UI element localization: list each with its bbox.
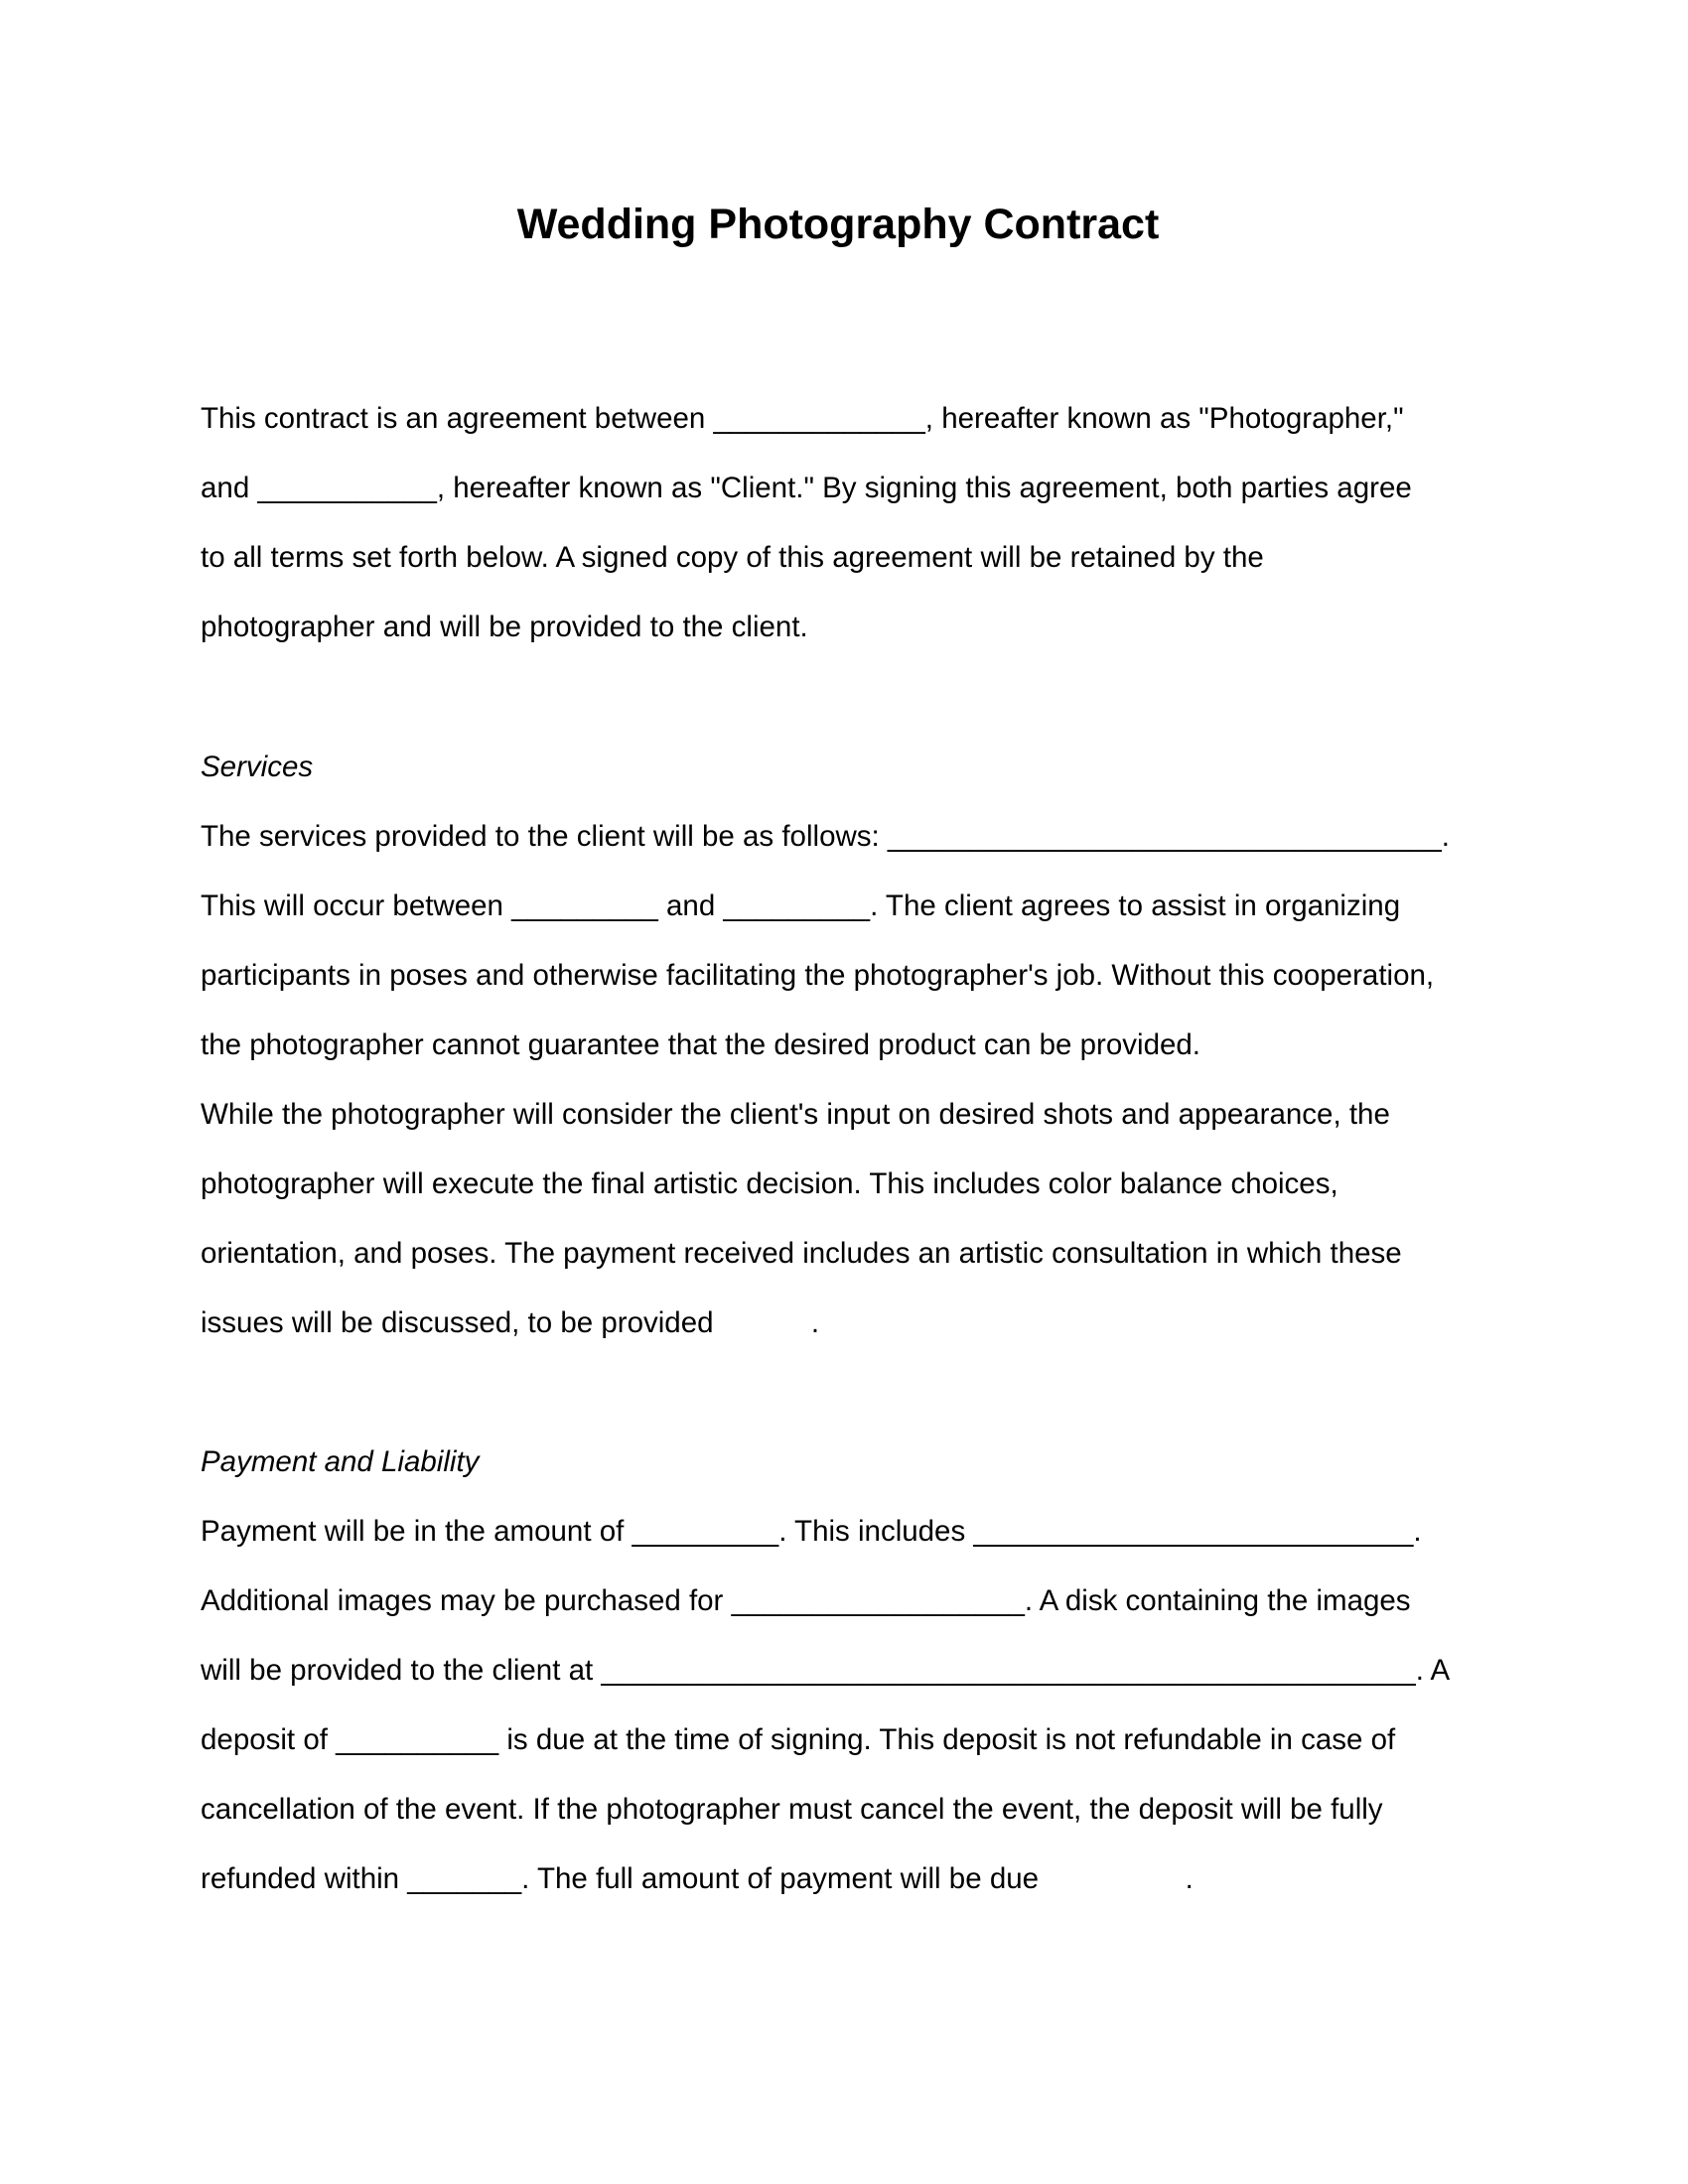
services-line: orientation, and poses. The payment received includes an artistic consultation in which these — [201, 1237, 1402, 1270]
payment-heading: Payment and Liability — [201, 1445, 480, 1478]
services-line: issues will be discussed, to be provided . — [201, 1306, 820, 1339]
payment-line: Additional images may be purchased for __________________. A disk containing the images — [201, 1584, 1411, 1617]
payment-line: will be provided to the client at __________________________________________________. A — [201, 1654, 1451, 1687]
document-title-text: Wedding Photography Contract — [516, 201, 1160, 248]
intro-line: photographer and will be provided to the client. — [201, 611, 808, 643]
payment-line: cancellation of the event. If the photographer must cancel the event, the deposit will be fully — [201, 1793, 1383, 1826]
payment-line: deposit of __________ is due at the time of signing. This deposit is not refundable in case of — [201, 1723, 1396, 1756]
services-line: The services provided to the client will be as follows: __________________________________. — [201, 820, 1450, 853]
services-line: participants in poses and otherwise facilitating the photographer's job. Without this cooperation, — [201, 959, 1435, 992]
payment-line: refunded within _______. The full amount of payment will be due . — [201, 1862, 1194, 1895]
intro-line: to all terms set forth below. A signed copy of this agreement will be retained by the — [201, 541, 1264, 574]
payment-line: Payment will be in the amount of _________. This includes ___________________________. — [201, 1515, 1422, 1548]
services-line: While the photographer will consider the client's input on desired shots and appearance, the — [201, 1098, 1390, 1131]
services-line: the photographer cannot guarantee that the desired product can be provided. — [201, 1028, 1201, 1061]
services-line: photographer will execute the final artistic decision. This includes color balance choices, — [201, 1167, 1338, 1200]
document-title — [0, 195, 1688, 254]
intro-line: This contract is an agreement between _____________, hereafter known as "Photographer," — [201, 402, 1404, 435]
services-line: This will occur between _________ and _________. The client agrees to assist in organizing — [201, 889, 1401, 922]
intro-line: and ___________, hereafter known as "Client." By signing this agreement, both parties agree — [201, 472, 1412, 504]
services-heading: Services — [201, 751, 314, 783]
